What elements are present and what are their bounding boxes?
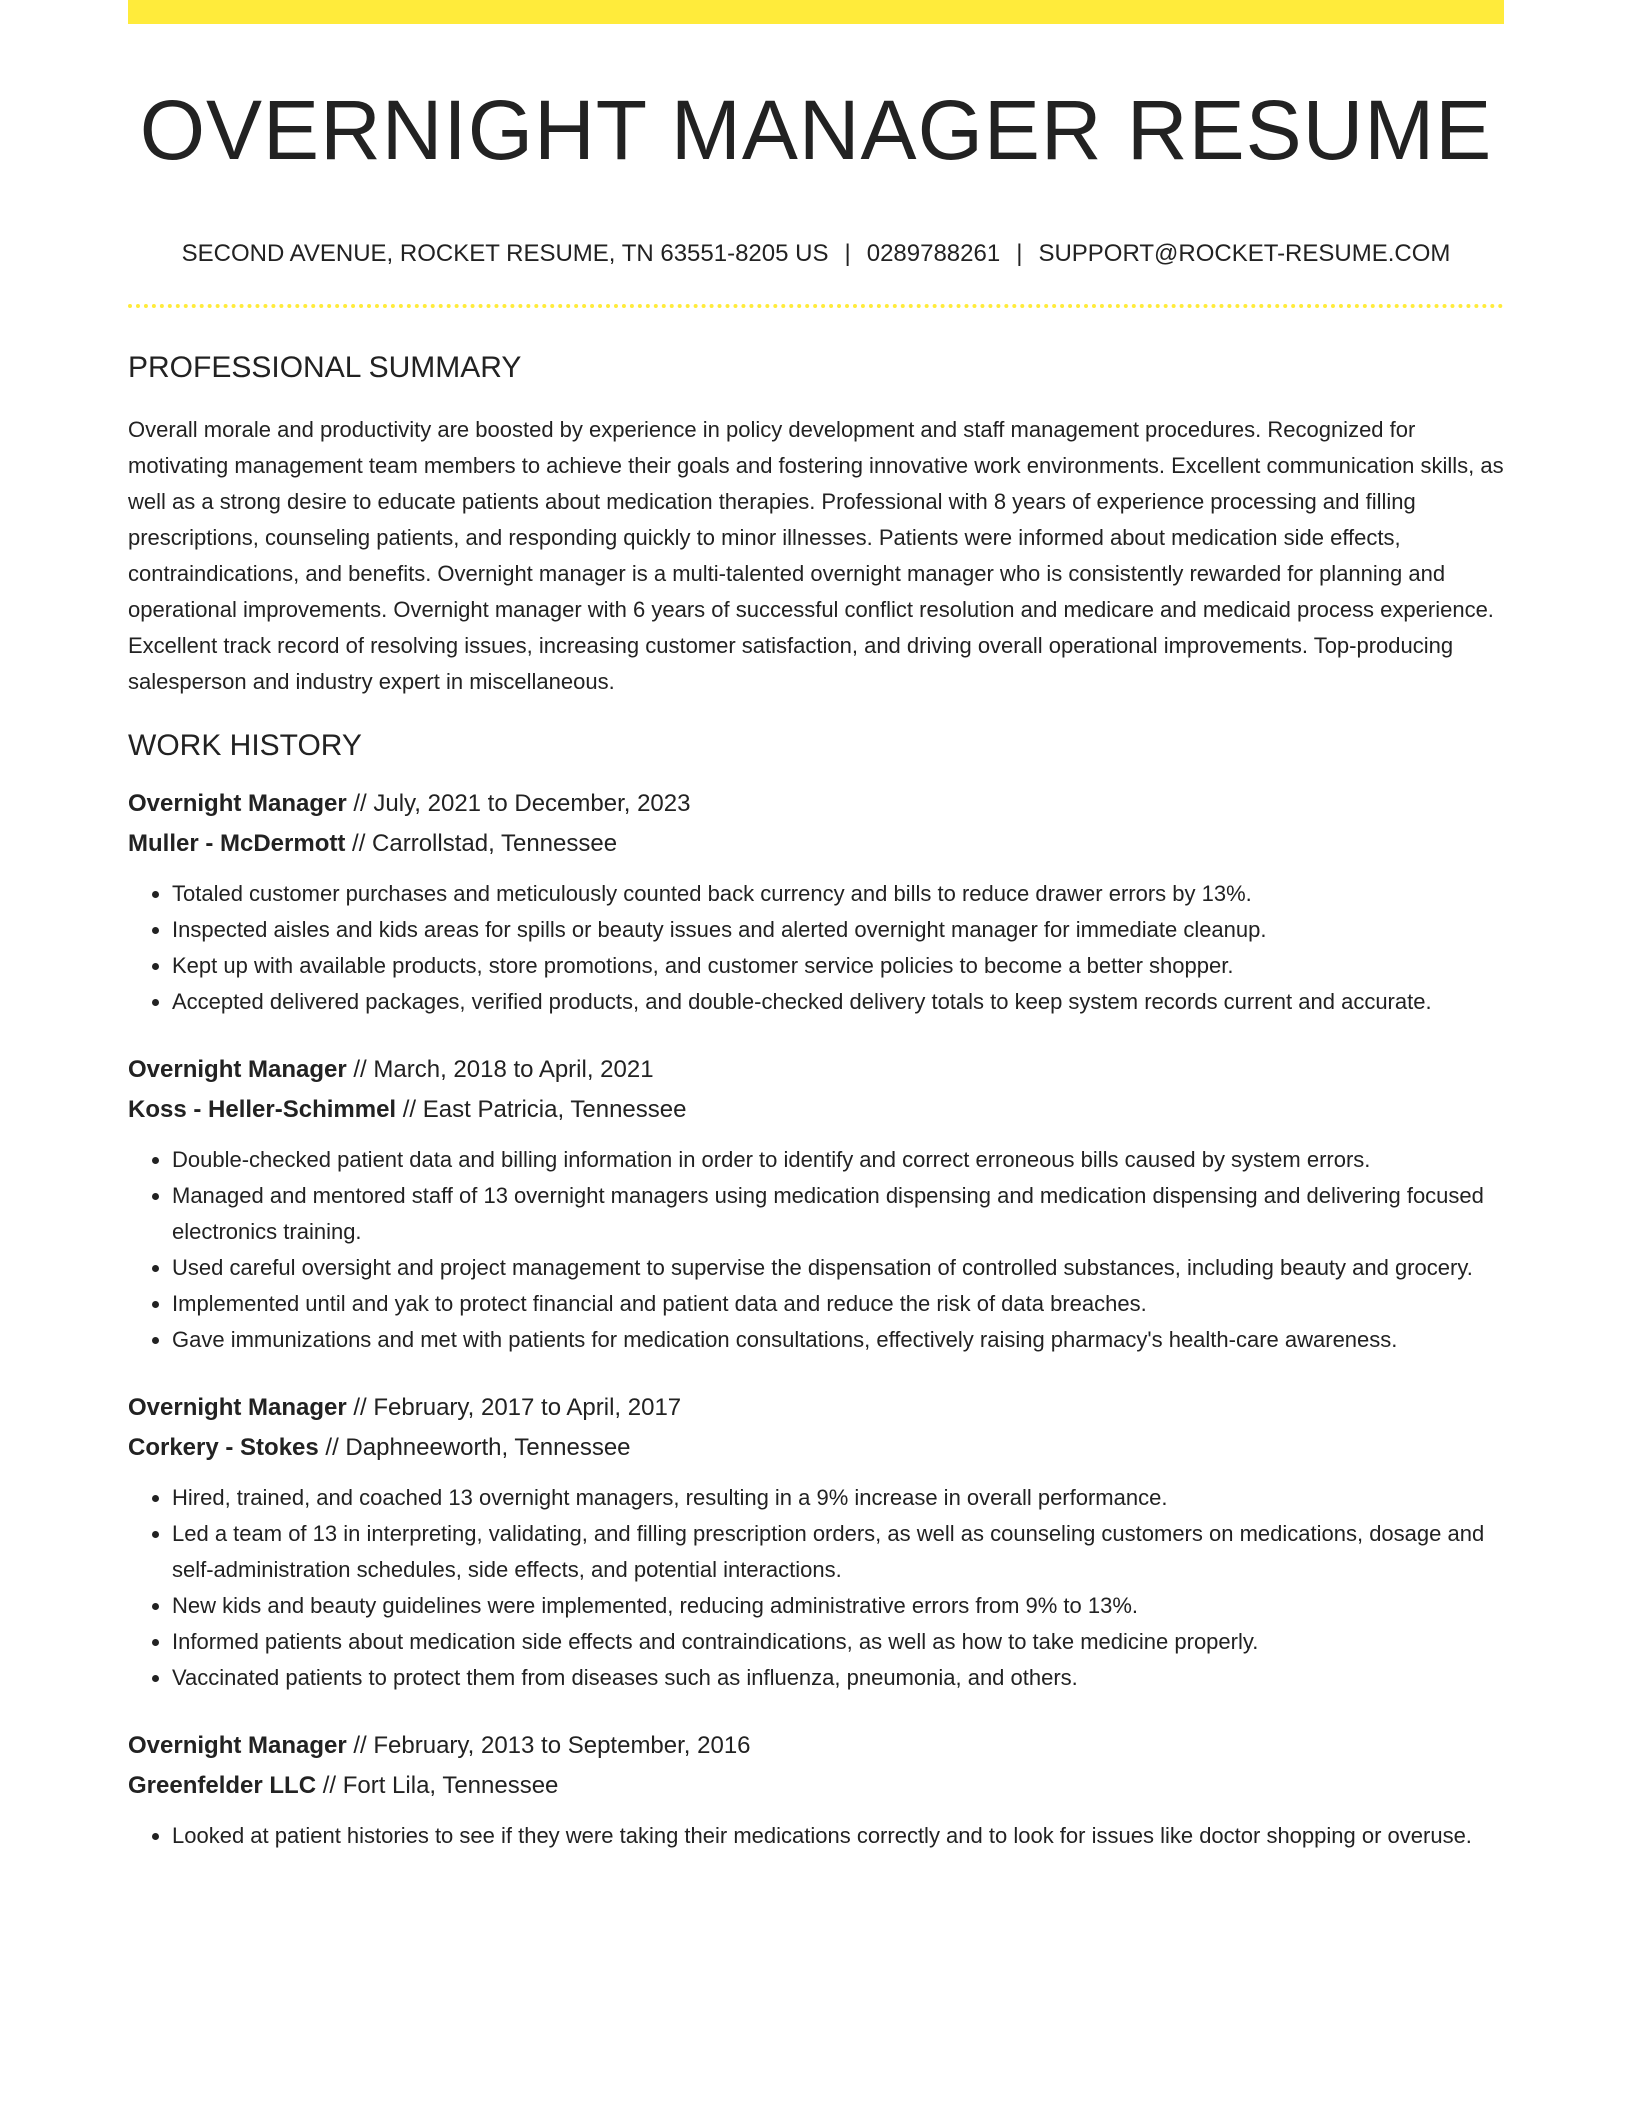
contact-separator: | — [844, 240, 851, 267]
job-company-line — [128, 1090, 1504, 1130]
summary-text: Overall morale and productivity are boosted by experience in policy development and staff management procedures. Recognized for motivating management team members to achieve their goals and fostering innovative work environments. Excellent communication skills, as well as a strong desire to educate patients about medication therapies. Professional with 8 years of experience processing and filling prescriptions, counseling patients, and responding quickly to minor illnesses. Patients were informed about medication side effects, contraindications, and benefits. Overnight manager is a multi-talented overnight manager who is consistently rewarded for planning and operational improvements. Overnight manager with 6 years of successful conflict resolution and medicare and medicaid process experience. Excellent track record of resolving issues, increasing customer satisfaction, and driving overall operational improvements. Top-producing salesperson and industry expert in miscellaneous. — [128, 417, 1504, 694]
contact-email: SUPPORT@ROCKET-RESUME.COM — [1038, 240, 1451, 267]
job-entry — [128, 1050, 1504, 1358]
job-dates: // February, 2017 to April, 2017 — [346, 1394, 682, 1421]
job-title: Overnight Manager — [128, 1732, 347, 1759]
job-dates: // February, 2013 to September, 2016 — [346, 1732, 751, 1759]
job-bullets — [128, 1480, 1504, 1696]
job-entry — [128, 1388, 1504, 1696]
job-bullet: • Led a team of 13 in interpreting, validating, and filling prescription orders, as well as counseling customers on medications, dosage and self-administration schedules, side effects, and potential interactions. — [172, 1516, 1504, 1588]
job-company-line — [128, 1766, 1504, 1806]
contact-line — [128, 238, 1504, 270]
summary-heading: PROFESSIONAL SUMMARY — [128, 351, 522, 384]
job-company: Koss - Heller-Schimmel — [128, 1096, 397, 1123]
job-company: Greenfelder LLC — [128, 1772, 317, 1799]
job-dates: // March, 2018 to April, 2021 — [346, 1056, 654, 1083]
contact-phone: 0289788261 — [866, 240, 1001, 267]
job-bullets — [128, 1142, 1504, 1358]
job-bullet: • Double-checked patient data and billing information in order to identify and correct erroneous bills caused by system errors. — [172, 1142, 1504, 1178]
job-company-line — [128, 824, 1504, 864]
work-history-heading: WORK HISTORY — [128, 729, 362, 762]
job-bullet: • Used careful oversight and project management to supervise the dispensation of controlled substances, including beauty and grocery. — [172, 1250, 1504, 1286]
job-bullet: • Vaccinated patients to protect them from diseases such as influenza, pneumonia, and others. — [172, 1660, 1504, 1696]
job-title: Overnight Manager — [128, 790, 347, 817]
job-entry — [128, 784, 1504, 1020]
job-title-line — [128, 1050, 1504, 1090]
work-history-list — [128, 784, 1504, 1854]
job-bullet: • Kept up with available products, store promotions, and customer service policies to become a better shopper. — [172, 948, 1504, 984]
job-bullet: • Totaled customer purchases and meticulously counted back currency and bills to reduce drawer errors by 13%. — [172, 876, 1504, 912]
dotted-divider — [128, 304, 1504, 308]
job-bullets — [128, 876, 1504, 1020]
job-bullet: • Implemented until and yak to protect financial and patient data and reduce the risk of data breaches. — [172, 1286, 1504, 1322]
job-location: // Daphneeworth, Tennessee — [318, 1434, 631, 1461]
job-bullet: • Inspected aisles and kids areas for spills or beauty issues and alerted overnight manager for immediate cleanup. — [172, 912, 1504, 948]
top-accent-bar — [128, 0, 1504, 24]
job-dates: // July, 2021 to December, 2023 — [346, 790, 691, 817]
job-bullet: • Looked at patient histories to see if they were taking their medications correctly and to look for issues like doctor shopping or overuse. — [172, 1818, 1504, 1854]
job-bullet: • Accepted delivered packages, verified products, and double-checked delivery totals to keep system records current and accurate. — [172, 984, 1504, 1020]
job-title-line — [128, 1388, 1504, 1428]
contact-address: SECOND AVENUE, ROCKET RESUME, TN 63551-8205 US — [181, 240, 829, 267]
job-bullet: • New kids and beauty guidelines were implemented, reducing administrative errors from 9% to 13%. — [172, 1588, 1504, 1624]
job-location: // Fort Lila, Tennessee — [316, 1772, 559, 1799]
job-title-line — [128, 1726, 1504, 1766]
job-company: Muller - McDermott — [128, 830, 346, 857]
job-bullet: • Gave immunizations and met with patients for medication consultations, effectively raising pharmacy's health-care awareness. — [172, 1322, 1504, 1358]
job-company: Corkery - Stokes — [128, 1434, 319, 1461]
job-entry — [128, 1726, 1504, 1854]
job-bullet: • Managed and mentored staff of 13 overnight managers using medication dispensing and medication dispensing and delivering focused electronics training. — [172, 1178, 1504, 1250]
contact-separator: | — [1016, 240, 1023, 267]
job-location: // East Patricia, Tennessee — [396, 1096, 687, 1123]
job-bullet: • Hired, trained, and coached 13 overnight managers, resulting in a 9% increase in overall performance. — [172, 1480, 1504, 1516]
job-bullets — [128, 1818, 1504, 1854]
job-company-line — [128, 1428, 1504, 1468]
job-title: Overnight Manager — [128, 1056, 347, 1083]
resume-page — [128, 0, 1504, 1854]
job-bullet: • Informed patients about medication side effects and contraindications, as well as how to take medicine properly. — [172, 1624, 1504, 1660]
job-title: Overnight Manager — [128, 1394, 347, 1421]
job-location: // Carrollstad, Tennessee — [345, 830, 618, 857]
resume-title: OVERNIGHT MANAGER RESUME — [139, 83, 1493, 177]
job-title-line — [128, 784, 1504, 824]
